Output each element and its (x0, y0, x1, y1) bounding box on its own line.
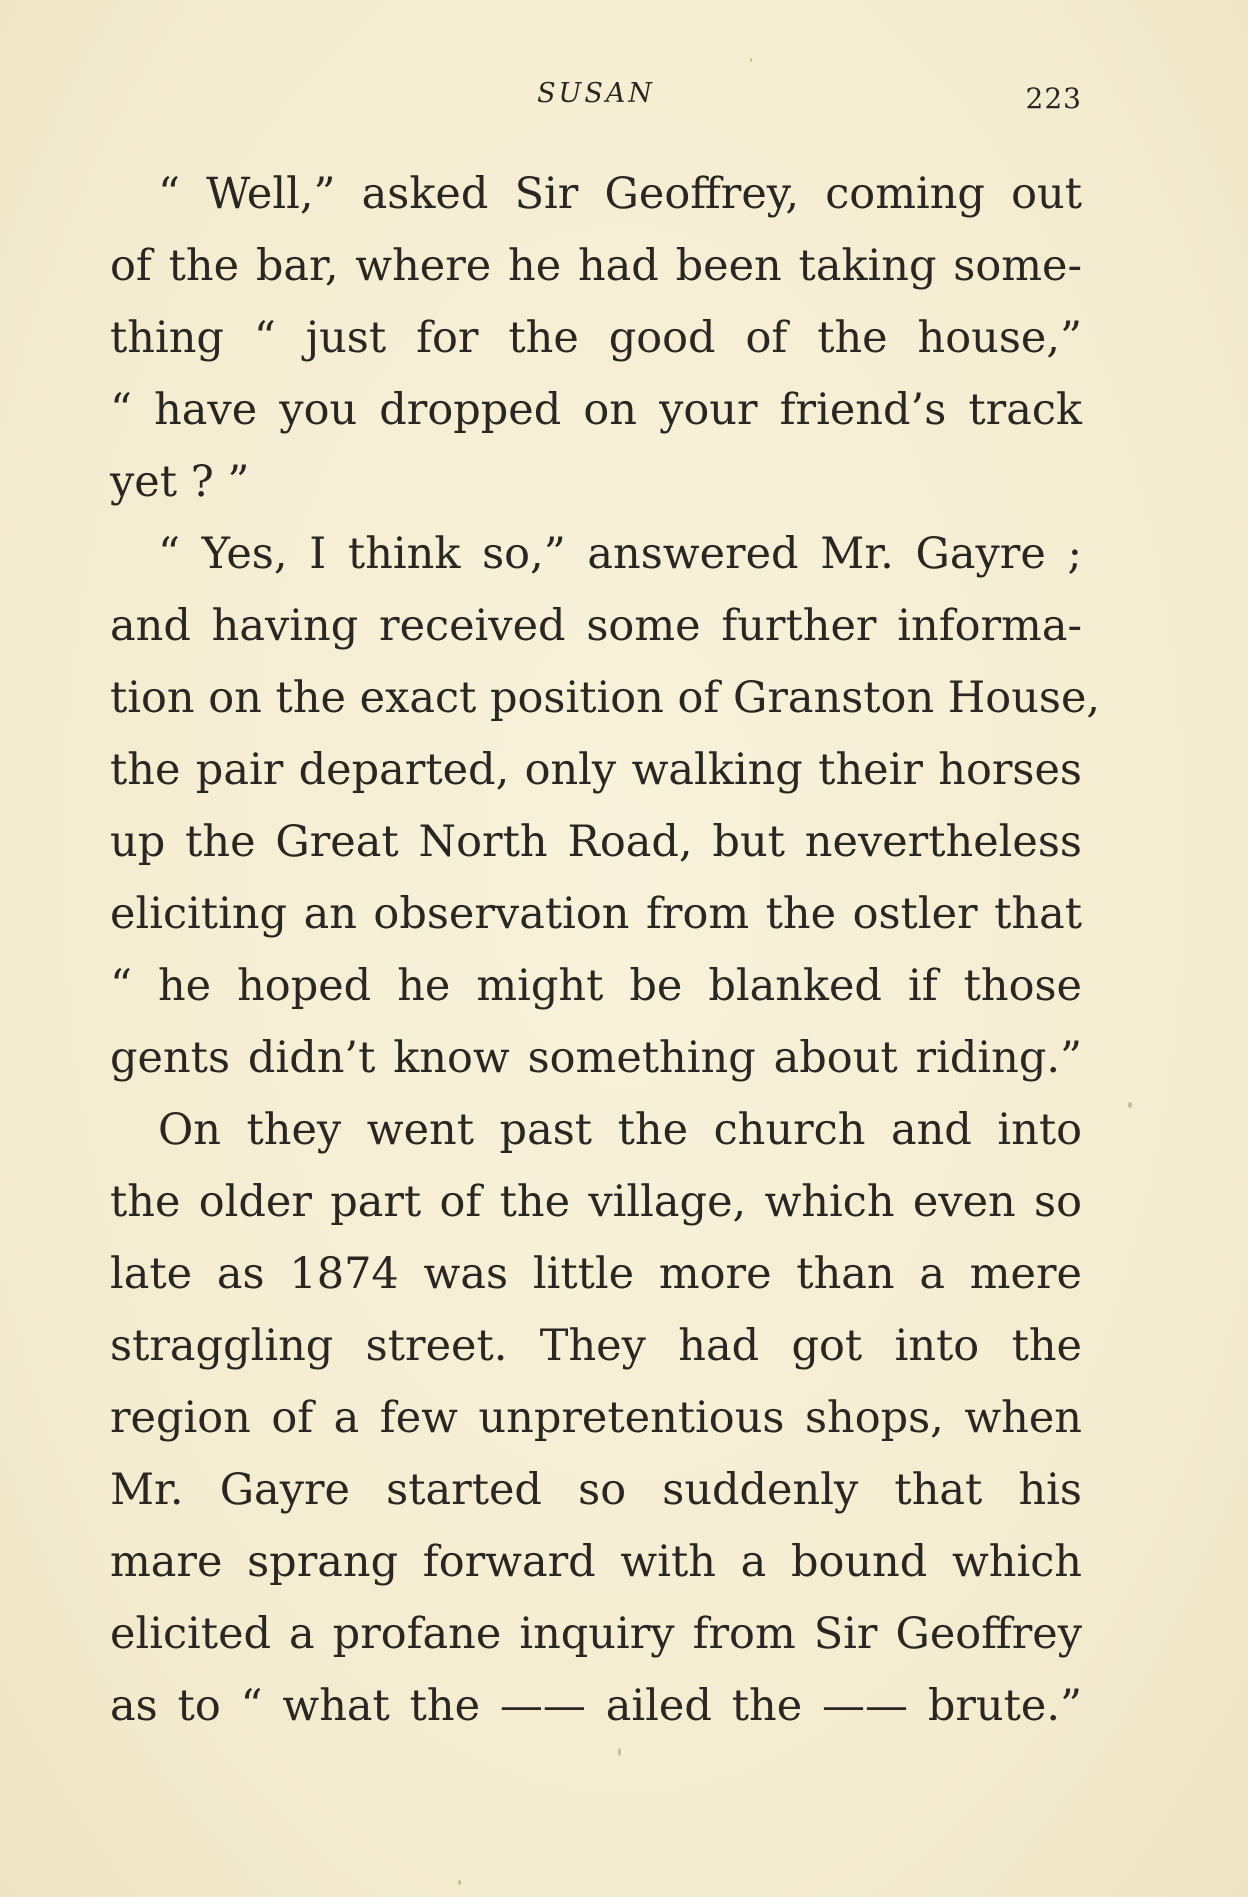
page-number: 223 (1025, 82, 1082, 115)
text-line: Mr. Gayre started so suddenly that his (110, 1465, 1082, 1515)
running-title: SUSAN (537, 78, 655, 109)
paper-speck (618, 1748, 621, 1756)
text-line: mare sprang forward with a bound which (110, 1537, 1082, 1587)
text-line: the pair departed, only walking their horses (110, 745, 1082, 795)
text-line: tion on the exact position of Granston House, (110, 673, 1101, 723)
text-line: “ Well,” asked Sir Geoffrey, coming out (158, 169, 1082, 219)
text-line: “ have you dropped on your friend’s track (110, 385, 1082, 435)
text-line: thing “ just for the good of the house,” (110, 313, 1082, 363)
text-line: as to “ what the —— ailed the —— brute.” (110, 1681, 1082, 1731)
paper-speck (750, 58, 752, 62)
text-line: gents didn’t know something about riding.” (110, 1033, 1082, 1083)
paper-speck (458, 1880, 461, 1885)
text-line: eliciting an observation from the ostler that (110, 889, 1082, 939)
text-line: “ Yes, I think so,” answered Mr. Gayre ; (158, 529, 1082, 579)
text-line: yet ? ” (110, 457, 250, 507)
running-head (110, 78, 1082, 118)
text-line: late as 1874 was little more than a mere (110, 1249, 1082, 1299)
text-line: up the Great North Road, but nevertheless (110, 817, 1082, 867)
text-line: region of a few unpretentious shops, when (110, 1393, 1082, 1443)
body-text (110, 158, 1101, 1742)
text-line: the older part of the village, which even so (110, 1177, 1082, 1227)
text-line: On they went past the church and into (158, 1105, 1082, 1155)
text-line: “ he hoped he might be blanked if those (110, 961, 1082, 1011)
paper-speck (1128, 1102, 1132, 1108)
text-line: straggling street. They had got into the (110, 1321, 1082, 1371)
text-line: elicited a profane inquiry from Sir Geoffrey (110, 1609, 1082, 1659)
text-line: and having received some further informa- (110, 601, 1082, 651)
text-line: of the bar, where he had been taking some- (110, 241, 1082, 291)
